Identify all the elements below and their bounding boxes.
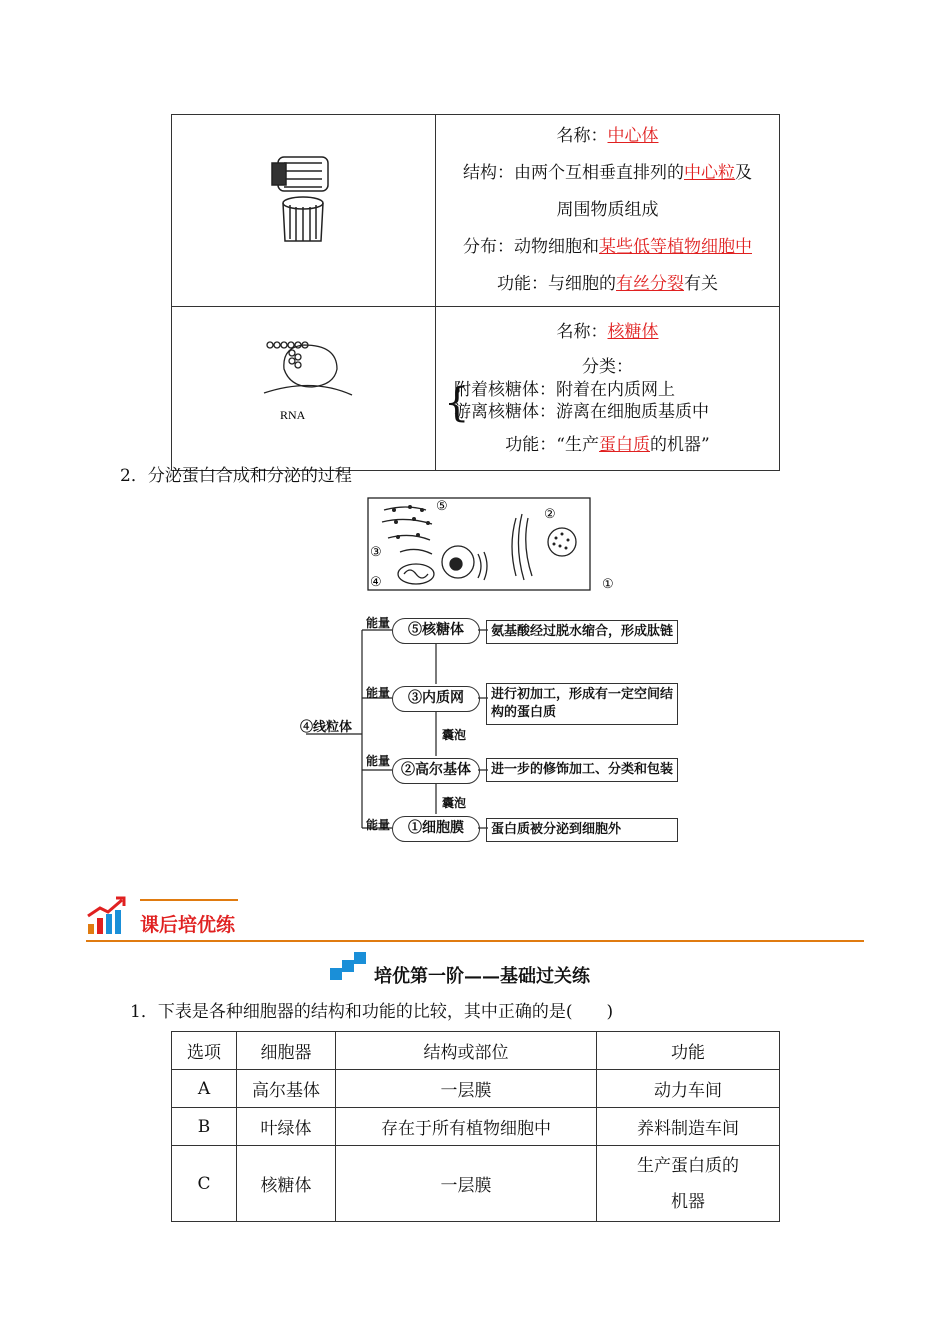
ribosome-image: [172, 307, 435, 465]
label-2: ②: [544, 507, 556, 522]
flow-desc-er: 进行初加工，形成有一定空间结构的蛋白质: [486, 683, 678, 725]
table-header: 结构或部位: [336, 1032, 597, 1070]
structure-line2: 周围物质组成: [556, 200, 659, 220]
subsection-title: 培优第一阶——基础过关练: [374, 966, 590, 987]
flow-source: ④线粒体: [300, 720, 353, 735]
table-cell: 养料制造车间: [597, 1108, 780, 1146]
distribution-label: 分布：动物细胞和: [463, 237, 599, 257]
label-1: ①: [602, 577, 614, 592]
table-cell: 存在于所有植物细胞中: [336, 1108, 597, 1146]
organelle-table: [171, 114, 780, 471]
centrosome-image: [172, 115, 435, 301]
category-item: 附着核糖体：附着在内质网上: [454, 379, 675, 400]
table-header: 选项: [172, 1032, 237, 1070]
banner-top-line: [140, 899, 238, 901]
rna-label: RNA: [280, 408, 306, 422]
category-label: 分类：: [582, 356, 633, 377]
function-label: 功能：与细胞的: [497, 274, 616, 294]
label-3: ③: [370, 545, 382, 560]
table-cell: C: [172, 1146, 237, 1222]
flow-desc-golgi: 进一步的修饰加工、分类和包装: [486, 758, 678, 782]
ribosome-info: [436, 307, 780, 471]
table-cell: 动力车间: [597, 1070, 780, 1108]
table-cell: 生产蛋白质的机器: [597, 1146, 780, 1222]
label-5: ⑤: [436, 499, 448, 514]
flow-node-membrane: ①细胞膜: [392, 816, 480, 842]
section2-title: 2．分泌蛋白合成和分泌的过程: [120, 466, 352, 486]
name-answer: 中心体: [607, 126, 659, 146]
section-banner: 课后培优练: [140, 914, 236, 936]
table-row: [172, 1108, 780, 1146]
name-label: 名称：: [556, 126, 608, 146]
flow-desc-ribosome: 氨基酸经过脱水缩合，形成肽链: [486, 620, 678, 644]
energy-label: 能量: [366, 616, 391, 630]
function-label: 功能：“生产: [505, 434, 599, 455]
function-answer: 蛋白质: [599, 434, 650, 455]
name-label: 名称：: [556, 321, 608, 342]
distribution-answer: 某些低等植物细胞中: [599, 237, 752, 257]
vesicle-label: 囊泡: [442, 796, 467, 810]
ribosome-image-cell: [172, 307, 436, 471]
label-4: ④: [370, 575, 382, 590]
flow-node-golgi: ②高尔基体: [392, 758, 480, 784]
function-tail: 的机器”: [650, 434, 710, 455]
table-row: [172, 1070, 780, 1108]
secretion-cell-diagram: [366, 496, 622, 594]
table-row: [172, 1146, 780, 1222]
chart-growth-icon: [86, 896, 130, 936]
flow-desc-membrane: 蛋白质被分泌到细胞外: [486, 818, 678, 842]
centrosome-image-cell: [172, 115, 436, 307]
table-header-row: [172, 1032, 780, 1070]
category-item: 游离核糖体：游离在细胞质基质中: [454, 401, 709, 422]
structure-answer: 中心粒: [684, 163, 735, 183]
function-answer: 有丝分裂: [616, 274, 684, 294]
table-header: 细胞器: [237, 1032, 336, 1070]
table-cell: 一层膜: [336, 1070, 597, 1108]
flow-node-ribosome: ⑤核糖体: [392, 618, 480, 644]
structure-tail: 及: [735, 163, 752, 183]
table-cell: 一层膜: [336, 1146, 597, 1222]
comparison-table: [171, 1031, 780, 1222]
vesicle-label: 囊泡: [442, 728, 467, 742]
energy-label: 能量: [366, 754, 391, 768]
table-cell: 核糖体: [237, 1146, 336, 1222]
stairs-icon: [330, 952, 370, 982]
brace-icon: {: [444, 379, 470, 426]
flow-node-er: ③内质网: [392, 686, 480, 712]
table-cell: 叶绿体: [237, 1108, 336, 1146]
energy-label: 能量: [366, 686, 391, 700]
table-cell: A: [172, 1070, 237, 1108]
banner-rule: [86, 940, 864, 942]
structure-label: 结构：由两个互相垂直排列的: [463, 163, 684, 183]
table-cell: B: [172, 1108, 237, 1146]
table-header: 功能: [597, 1032, 780, 1070]
function-tail: 有关: [684, 274, 718, 294]
question-1: 1．下表是各种细胞器的结构和功能的比较，其中正确的是( ): [130, 1002, 614, 1022]
flow-connectors: [300, 610, 690, 850]
energy-label: 能量: [366, 818, 391, 832]
table-cell: 高尔基体: [237, 1070, 336, 1108]
category-brace: [436, 379, 779, 426]
name-answer: 核糖体: [607, 321, 659, 342]
centrosome-info: [436, 115, 780, 307]
